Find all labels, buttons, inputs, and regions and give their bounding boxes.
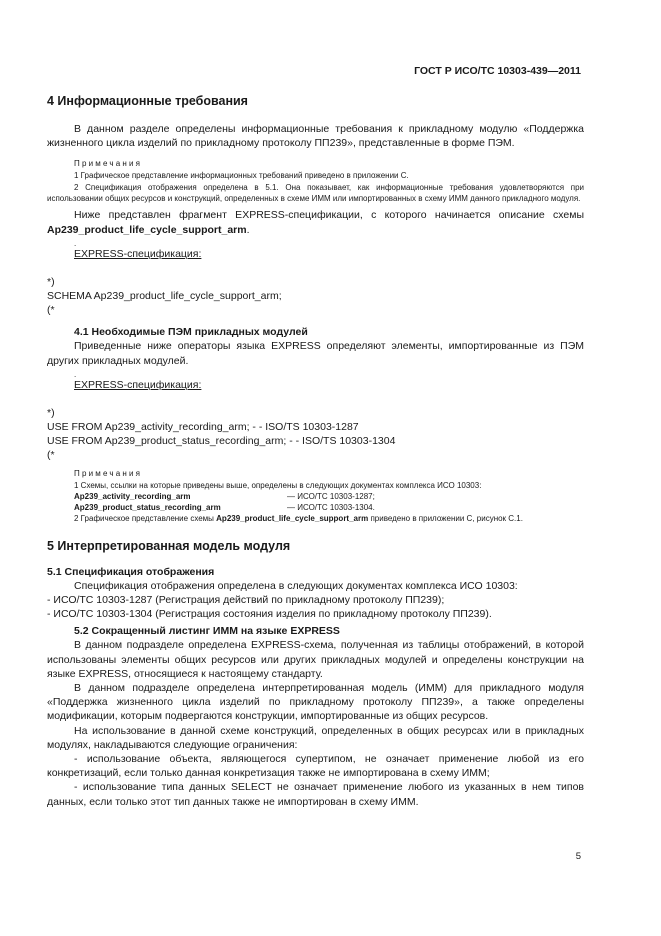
code-open: *) xyxy=(47,275,55,288)
section-4-1-title: 4.1 Необходимые ПЭМ прикладных модулей xyxy=(74,326,308,339)
section-4-title: 4 Информационные требования xyxy=(47,94,248,108)
express-spec-label: EXPRESS-спецификация: xyxy=(74,247,202,260)
code-close: (* xyxy=(47,304,55,317)
section-5-2-p4: - использование объекта, являющегося супертипом, не означает применение любой из его конкретизаций, если только данная конкретизация также не импортирована в схему ИММ; xyxy=(47,752,584,780)
section-5-2-p1: В данном подразделе определена EXPRESS-схема, полученная из таблицы отображений, в которой использованы элементы общих ресурсов или других прикладных модулей и определены конструкции на языке EXPRESS, относящиеся к настоящему стандарту. xyxy=(47,639,584,680)
ref-doc: — ИСО/ТС 10303-1287; xyxy=(287,491,375,501)
section-5-1-title: 5.1 Спецификация отображения xyxy=(47,565,215,578)
section-5-2-p5: - использование типа данных SELECT не означает применение любого из указанных в нем типов данных, если только этот тип данных также не импортирован в схему ИММ. xyxy=(47,781,584,808)
section-5-2-title: 5.2 Сокращенный листинг ИММ на языке EXPRESS xyxy=(74,625,340,638)
section-5-1-text: Спецификация отображения определена в следующих документах комплекса ИСО 10303: xyxy=(74,579,518,592)
fragment-end: . xyxy=(246,223,250,236)
code-open-2: *) xyxy=(47,406,55,419)
fragment-paragraph xyxy=(47,208,584,236)
note-graphic-schema: Ap239_product_life_cycle_support_arm xyxy=(216,514,369,524)
note-schemas: 1 Схемы, ссылки на которые приведены выше, определены в следующих документах комплекса ИСО 10303: xyxy=(74,480,482,490)
express-spec-label-2: EXPRESS-спецификация: xyxy=(74,378,202,391)
document-code: ГОСТ Р ИСО/ТС 10303-439—2011 xyxy=(414,65,581,77)
note-graphic xyxy=(47,513,584,524)
section-5-2-p2: В данном подразделе определена интерпретированная модель (ИММ) для прикладного модуля «Поддержка жизненного цикла изделий по прикладному протоколу ПП239», а также определены модификации, которым подвергаются конструкции, импортированные из общих ресурсов. xyxy=(47,681,584,723)
fragment-text: Ниже представлен фрагмент EXPRESS-спецификации, с которого начинается описание схемы xyxy=(74,209,584,222)
ref-schema-name: Ap239_activity_recording_arm xyxy=(74,491,191,501)
section-5-1-item-1: - ИСО/ТС 10303-1287 (Регистрация действий по прикладному протоколу ПП239); xyxy=(47,593,445,606)
page-content xyxy=(47,92,584,809)
section-4-intro: В данном разделе определены информационные требования к прикладному модулю «Поддержка жизненного цикла изделий по прикладному протоколу ПП239», представленные в форме ПЭМ. xyxy=(47,123,584,150)
notes-title-2: Примечания xyxy=(74,468,143,478)
ref-doc: — ИСО/ТС 10303-1304. xyxy=(287,503,375,513)
section-4-1-text: Приведенные ниже операторы языка EXPRESS определяют элементы, импортированные из ПЭМ других прикладных модулей. xyxy=(47,340,584,367)
dot-marker: . xyxy=(74,238,77,248)
code-use-1: USE FROM Ap239_activity_recording_arm; - - ISO/TS 10303-1287 xyxy=(47,420,359,433)
code-schema: SCHEMA Ap239_product_life_cycle_support_arm; xyxy=(47,289,282,302)
section-5-2-p3: На использование в данной схеме конструкций, определенных в общих ресурсах или в прикладных модулях, накладываются следующие ограничения: xyxy=(47,724,584,751)
dot-marker-2: . xyxy=(74,369,77,379)
code-use-2: USE FROM Ap239_product_status_recording_arm; - - ISO/TS 10303-1304 xyxy=(47,435,396,448)
fragment-schema-name: Ap239_product_life_cycle_support_arm xyxy=(47,223,247,236)
note-2: 2 Спецификация отображения определена в 5.1. Она показывает, как информационные требования удовлетворяются при использовании общих ресурсов и конструкций, определенных в схеме ИММ или импортированных в схему ИММ данного прикладного модуля. xyxy=(47,182,584,203)
page-number: 5 xyxy=(575,851,581,862)
note-1: 1 Графическое представление информационных требований приведено в приложении С. xyxy=(74,171,409,181)
section-5-title: 5 Интерпретированная модель модуля xyxy=(47,538,291,553)
note-graphic-post: приведено в приложении С, рисунок С.1. xyxy=(368,514,523,524)
notes-title: Примечания xyxy=(74,159,143,169)
note-graphic-pre: 2 Графическое представление схемы xyxy=(74,514,217,524)
code-close-2: (* xyxy=(47,449,55,462)
ref-row xyxy=(74,491,584,502)
ref-row xyxy=(74,502,584,513)
section-5-1-item-2: - ИСО/ТС 10303-1304 (Регистрация состояния изделия по прикладному протоколу ПП239). xyxy=(47,608,492,621)
ref-schema-name: Ap239_product_status_recording_arm xyxy=(74,503,221,513)
